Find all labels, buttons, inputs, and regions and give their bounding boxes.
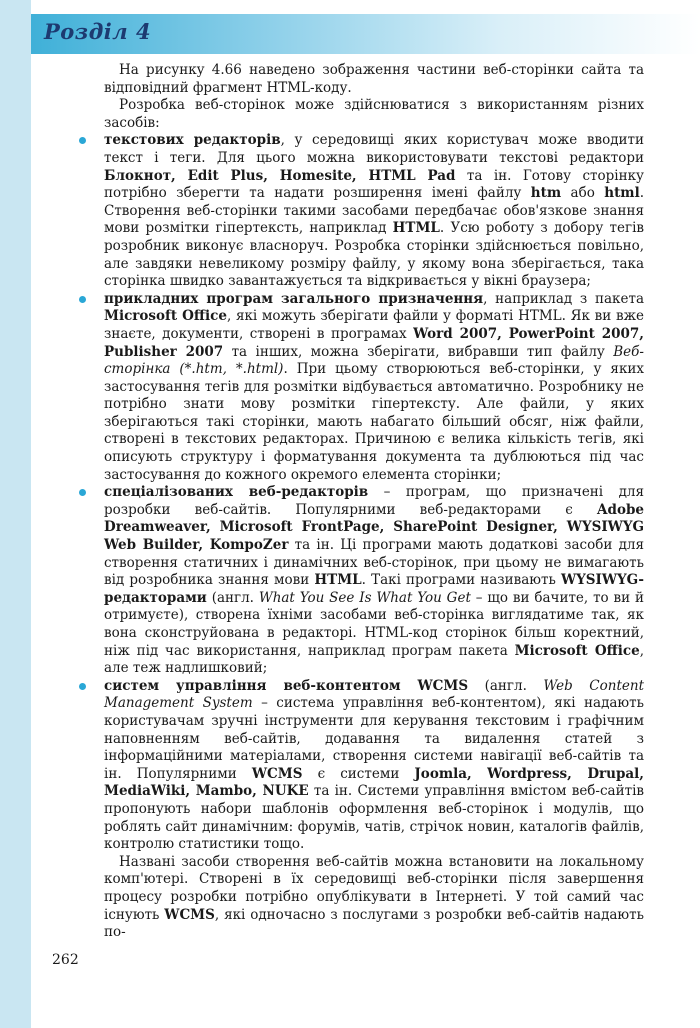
text-run: (англ. <box>468 677 544 694</box>
bullet-icon <box>79 489 86 496</box>
tools-list <box>104 132 644 853</box>
text-run: . Усю роботу з добору тегів розробник виконує власноруч. Розробка сторінки здійснюється повільно, але завдяки невеликому розміру файлу, у якому вона зберігається, така сторінка швидко завантажується та відкривається у вікні браузера; <box>104 220 644 290</box>
text-run: , але теж надлишковий; <box>104 642 644 677</box>
text-run: та ін. Ці програми мають додаткові засоби для створення статичних і динамічних веб-сторінок, при цьому не вимагають від розробника знання мови <box>104 537 645 589</box>
bold-term: Joomla, Wordpress, Drupal, MediaWiki, Mambo, NUKE <box>104 765 644 800</box>
intro-paragraph-1: На рисунку 4.66 наведено зображення частини веб-сторінки сайта та відповідний фрагмент HTML-коду. <box>104 62 644 96</box>
list-item-office-programs <box>104 291 644 485</box>
text-run: або <box>561 185 605 202</box>
list-item-text <box>104 678 644 852</box>
text-run: , які можуть зберігати файли у форматі HTML. Як ви вже знаєте, документи, створені в програмах <box>104 308 644 342</box>
bold-term: Adobe Dreamweaver, Microsoft FrontPage, SharePoint Designer, WYSIWYG Web Builder, KompoZer <box>104 501 644 554</box>
bold-term: HTML <box>392 220 440 237</box>
text-run: . Створення веб-сторінки такими засобами передбачає обов'язкове знання мови розмітки гіпертексть, наприклад <box>104 185 645 237</box>
text-run: , які одночасно з послугами з розробки веб-сайтів надають по- <box>104 906 644 941</box>
bold-term: WCMS <box>251 765 303 782</box>
list-item-text <box>104 484 644 676</box>
bold-term: WCMS <box>164 906 215 923</box>
bold-term: текстових редакторів <box>104 132 281 149</box>
bold-term: HTML <box>314 572 362 589</box>
text-run: та інших, можна зберігати, вибравши тип файлу <box>223 343 614 360</box>
bold-term: WYSIWYG-редакторами <box>104 572 644 606</box>
list-item-text <box>104 291 644 483</box>
closing-paragraph <box>104 854 644 942</box>
italic-term: Web Content Management System <box>104 677 644 712</box>
text-run: (англ. <box>206 589 259 606</box>
bold-term: html <box>604 185 640 202</box>
list-item-web-editors <box>104 484 644 678</box>
text-run: – система управління веб-контентом), які надають користувачам зручні інструменти для керування текстовим і графічним наповненням веб-сайтів, додавання та видалення статей з інформаційними матеріалами, створення системи навігації веб-сайтів та ін. Популярними <box>104 695 645 782</box>
bullet-icon <box>79 683 86 690</box>
text-run: Названі засоби створення веб-сайтів можна встановити на локальному комп'ютері. Створені в їх середовищі веб-сторінки після завершення процесу розробки потрібно опублікувати в Інтернеті. У той самий час існують <box>104 853 644 923</box>
page-body <box>104 62 644 942</box>
italic-term: What You See Is What You Get <box>258 589 471 606</box>
bold-term: прикладних програм загального призначення <box>104 290 484 307</box>
text-run: є системи <box>302 765 415 782</box>
bold-term: htm <box>530 185 562 202</box>
bold-term: систем управління веб-контентом WCMS <box>104 677 469 694</box>
bold-term: Word 2007, PowerPoint 2007, Publisher 2007 <box>104 325 644 360</box>
text-run: – програм, що призначені для розробки веб-сайтів. Популярними веб-редакторами є <box>104 484 645 518</box>
intro-paragraph-2: Розробка веб-сторінок може здійснюватися з використанням різних засобів: <box>104 97 644 131</box>
text-run: та ін. Готову сторінку потрібно зберегти та надати розширення імені файлу <box>104 167 644 202</box>
bold-term: Блокнот, Edit Plus, Homesite, HTML Pad <box>104 167 456 184</box>
bold-term: Microsoft Office <box>104 308 227 325</box>
bold-term: спеціалізованих веб-редакторів <box>104 484 369 501</box>
chapter-title: Розділ 4 <box>44 19 152 44</box>
text-run: , у середовищі яких користувач може вводити текст і теги. Для цього можна використовувати текстові редактори <box>104 132 644 166</box>
text-run: та ін. Системи управління вмістом веб-сайтів пропонують набори шаблонів оформлення веб-сторінок і модулів, що роблять сайт динамічним: форумів, чатів, стрічок новин, каталогів файлів, контролю статистики тощо. <box>104 783 644 853</box>
text-run: . При цьому створюються веб-сторінки, у яких застосування тегів для розмітки відбувається автоматично. Розробнику не потрібно знати мову розмітки гіпертексту. Але файли, у яких зберігаються такі сторінки, мають набагато більший обсяг, ніж файли, створені в текстових редакторах. Причиною є велика кількість тегів, які описують структуру і форматування документа та дублюються під час застосування до кожного окремого елемента сторінки; <box>104 361 644 483</box>
side-decorative-strip <box>0 0 31 1028</box>
bold-term: Microsoft Office <box>514 642 640 659</box>
list-item-text-editors <box>104 132 644 290</box>
bullet-icon <box>79 137 86 144</box>
text-run: – що ви бачите, то ви й отримуєте), створена їхніми засобами веб-сторінка виглядатиме так, як вона сконструйована в редакторі. HTML-код сторінок більш коректний, ніж під час використання, наприклад програм пакета <box>104 589 644 659</box>
text-run: . Такі програми називають <box>361 572 561 589</box>
list-item-wcms <box>104 678 644 854</box>
italic-term: Веб-сторінка (*.htm, *.html) <box>104 343 644 378</box>
list-item-text <box>104 132 644 289</box>
bullet-icon <box>79 296 86 303</box>
text-run: , наприклад з пакета <box>483 290 644 307</box>
page-number: 262 <box>52 952 79 968</box>
